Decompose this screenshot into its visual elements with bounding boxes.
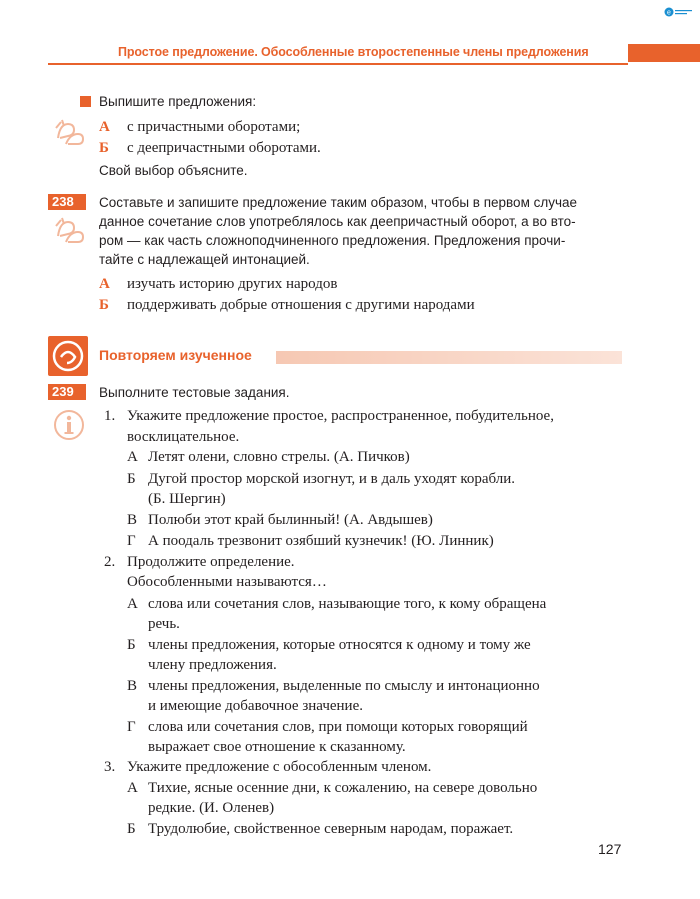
answer-text: слова или сочетания слов, при помощи которых говорящий [148, 719, 528, 735]
answer-text: Полюби этот край былинный! (А. Авдышев) [148, 512, 433, 528]
option-b [99, 138, 109, 159]
info-icon [52, 408, 86, 442]
answer-text: речь. [148, 616, 180, 632]
answer-text: члены предложения, которые относятся к одному и тому же [148, 637, 531, 653]
pair-work-icon [52, 116, 86, 150]
pair-work-icon [52, 214, 86, 248]
task-number: 238 [48, 194, 86, 210]
question-number: 3. [104, 759, 116, 775]
option-text: с деепричастными оборотами. [127, 140, 321, 156]
task-footer: Свой выбор объясните. [99, 163, 248, 178]
answer-letter: В [127, 678, 138, 694]
answer-text: редкие. (И. Оленев) [148, 800, 275, 816]
task-instruction: Выполните тестовые задания. [99, 385, 290, 400]
task-number: 239 [48, 384, 86, 400]
answer-letter: А [127, 596, 138, 612]
task-marker [80, 96, 91, 107]
question-text: Продолжите определение. [127, 554, 295, 570]
question-text: восклицательное. [127, 429, 240, 445]
question-text: Укажите предложение с обособленным членом. [127, 759, 432, 775]
answer-text: Трудолюбие, свойственное северным народам, поражает. [148, 821, 514, 837]
answer-letter: Г [127, 533, 136, 549]
task-text-line: тайте с надлежащей интонацией. [99, 252, 310, 267]
answer-text: и имеющие добавочное значение. [148, 698, 363, 714]
answer-text: Тихие, ясные осенние дни, к сожалению, на севере довольно [148, 780, 538, 796]
section-title: Повторяем изученное [99, 347, 252, 363]
review-icon [48, 336, 88, 376]
option-letter: Б [99, 140, 109, 156]
question-text: Обособленными называются… [127, 574, 327, 590]
option-letter: А [99, 276, 110, 292]
answer-text: А поодаль трезвонит озябший кузнечик! (Ю. Линник) [148, 533, 494, 549]
option-letter: Б [99, 297, 109, 313]
task-text-line: Составьте и запишите предложение таким образом, чтобы в первом случае [99, 195, 578, 210]
svg-text:e: e [667, 9, 671, 17]
answer-letter: А [127, 449, 138, 465]
answer-letter: Б [127, 637, 136, 653]
answer-text: члену предложения. [148, 657, 277, 673]
answer-text: (Б. Шергин) [148, 491, 226, 507]
answer-letter: А [127, 780, 138, 796]
answer-letter: Б [127, 471, 136, 487]
task-instruction: Выпишите предложения: [99, 94, 257, 109]
section-band [276, 351, 622, 364]
running-header: Простое предложение. Обособленные второстепенные члены предложения [118, 45, 589, 59]
header-rule [48, 63, 628, 65]
answer-letter: Б [127, 821, 136, 837]
page-number: 127 [598, 841, 622, 857]
logo-icon [664, 6, 694, 18]
question-number: 2. [104, 554, 116, 570]
option-a [99, 117, 110, 138]
header-accent-bar [628, 44, 700, 62]
answer-letter: Г [127, 719, 136, 735]
task-text-line: данное сочетание слов употреблялось как деепричастный оборот, а во вто- [99, 214, 576, 229]
answer-text: выражает свое отношение к сказанному. [148, 739, 406, 755]
answer-letter: В [127, 512, 138, 528]
option-text: с причастными оборотами; [127, 119, 301, 135]
option-text: изучать историю других народов [127, 276, 338, 292]
question-text: Укажите предложение простое, распространенное, побудительное, [127, 408, 554, 424]
task-text-line: ром — как часть сложноподчиненного предложения. Предложения прочи- [99, 233, 566, 248]
review-icon-glyph [48, 336, 88, 376]
answer-text: слова или сочетания слов, называющие того, к кому обращена [148, 596, 547, 612]
option-letter: А [99, 119, 110, 135]
option-text: поддерживать добрые отношения с другими народами [127, 297, 475, 313]
question-number: 1. [104, 408, 116, 424]
answer-text: Дугой простор морской изогнут, и в даль уходят корабли. [148, 471, 516, 487]
answer-text: члены предложения, выделенные по смыслу и интонационно [148, 678, 540, 694]
answer-text: Летят олени, словно стрелы. (А. Пичков) [148, 449, 410, 465]
